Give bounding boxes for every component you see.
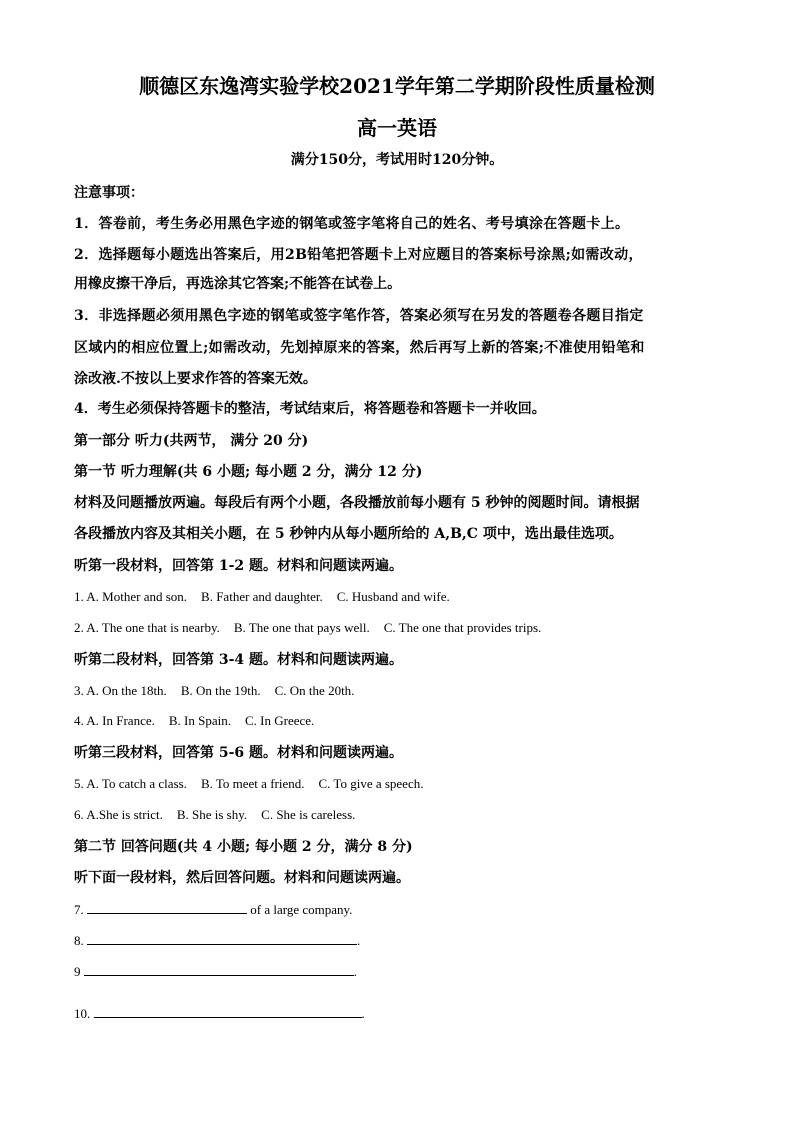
question-3 (74, 682, 354, 700)
section1-instructions-line-1: 材料及问题播放两遍。每段后有两个小题，各段播放前每小题有 5 秒钟的阅题时间。请根据 (74, 495, 640, 511)
q4-option-b: B. In Spain. (168, 713, 231, 728)
q3-option-c: C. On the 20th. (274, 683, 355, 698)
q7-answer-blank[interactable] (87, 900, 247, 914)
question-8 (74, 931, 360, 950)
notice-item-1: 1．答卷前，考生务必用黑色字迹的钢笔或签字笔将自己的姓名、考号填涂在答题卡上。 (74, 216, 630, 232)
q5-option-b: B. To meet a friend. (200, 776, 305, 791)
question-10 (74, 1004, 365, 1023)
school-exam-title: 顺德区东逸湾实验学校2021学年第二学期阶段性质量检测 (139, 74, 655, 98)
q9-number: 9 (74, 964, 81, 979)
notice-item-2-line-1: 2．选择题每小题选出答案后，用2B铅笔把答题卡上对应题目的答案标号涂黑;如需改动， (74, 247, 643, 263)
q9-suffix: . (353, 964, 357, 979)
q2-option-b: B. The one that pays well. (233, 620, 370, 635)
notice-item-2-line-2: 用橡皮擦干净后，再选涂其它答案;不能答在试卷上。 (74, 276, 402, 292)
notice-item-3-line-2: 区域内的相应位置上;如需改动，先划掉原来的答案，然后再写上新的答案;不准使用铅笔和 (74, 340, 645, 356)
section2-instructions: 听下面一段材料，然后回答问题。材料和问题读两遍。 (74, 870, 410, 886)
question-6 (74, 806, 355, 824)
q2-option-a: 2. A. The one that is nearby. (74, 620, 220, 635)
q8-number: 8. (74, 933, 84, 948)
part1-heading: 第一部分 听力(共两节， 满分 20 分) (74, 433, 309, 449)
notice-item-4: 4．考生必须保持答题卡的整洁，考试结束后，将答题卷和答题卡一并收回。 (74, 401, 546, 417)
section2-heading: 第二节 回答问题(共 4 小题; 每小题 2 分，满分 8 分) (74, 839, 413, 855)
question-1 (74, 588, 450, 606)
q3-option-a: 3. A. On the 18th. (74, 683, 167, 698)
q6-option-b: B. She is shy. (176, 807, 248, 822)
q2-option-c: C. The one that provides trips. (383, 620, 542, 635)
question-4 (74, 712, 314, 730)
q3-option-b: B. On the 19th. (180, 683, 261, 698)
q7-suffix: of a large company. (250, 902, 353, 917)
question-9 (74, 962, 357, 981)
q6-option-a: 6. A.She is strict. (74, 807, 163, 822)
q1-option-b: B. Father and daughter. (201, 589, 323, 604)
section1-instructions-line-2: 各段播放内容及其相关小题，在 5 秒钟内从每小题所给的 A,B,C 项中，选出最佳选项。 (74, 526, 623, 542)
q5-option-c: C. To give a speech. (318, 776, 424, 791)
question-7 (74, 900, 352, 919)
material-1-heading: 听第一段材料，回答第 1-2 题。材料和问题读两遍。 (74, 558, 404, 574)
q8-suffix: . (357, 933, 361, 948)
question-5 (74, 775, 423, 793)
notice-item-3-line-3: 涂改液.不按以上要求作答的答案无效。 (74, 371, 317, 387)
q1-option-a: 1. A. Mother and son. (74, 589, 188, 604)
material-3-heading: 听第三段材料，回答第 5-6 题。材料和问题读两遍。 (74, 745, 404, 761)
material-2-heading: 听第二段材料，回答第 3-4 题。材料和问题读两遍。 (74, 652, 404, 668)
section1-heading: 第一节 听力理解(共 6 小题; 每小题 2 分，满分 12 分) (74, 464, 423, 480)
q7-number: 7. (74, 902, 84, 917)
q10-answer-blank[interactable] (94, 1004, 362, 1018)
q8-answer-blank[interactable] (87, 931, 357, 945)
q4-option-c: C. In Greece. (245, 713, 315, 728)
question-2 (74, 619, 541, 637)
q1-option-c: C. Husband and wife. (336, 589, 450, 604)
q5-option-a: 5. A. To catch a class. (74, 776, 187, 791)
q10-suffix: . (361, 1006, 365, 1021)
q6-option-c: C. She is careless. (261, 807, 356, 822)
subject-title: 高一英语 (357, 116, 437, 140)
exam-info: 满分150分，考试用时120分钟。 (290, 152, 504, 168)
notice-item-3-line-1: 3．非选择题必须用黑色字迹的钢笔或签字笔作答，答案必须写在另发的答题卷各题目指定 (74, 308, 644, 324)
notice-heading: 注意事项： (74, 185, 144, 201)
q9-answer-blank[interactable] (84, 962, 354, 976)
q10-number: 10. (74, 1006, 91, 1021)
q4-option-a: 4. A. In France. (74, 713, 155, 728)
